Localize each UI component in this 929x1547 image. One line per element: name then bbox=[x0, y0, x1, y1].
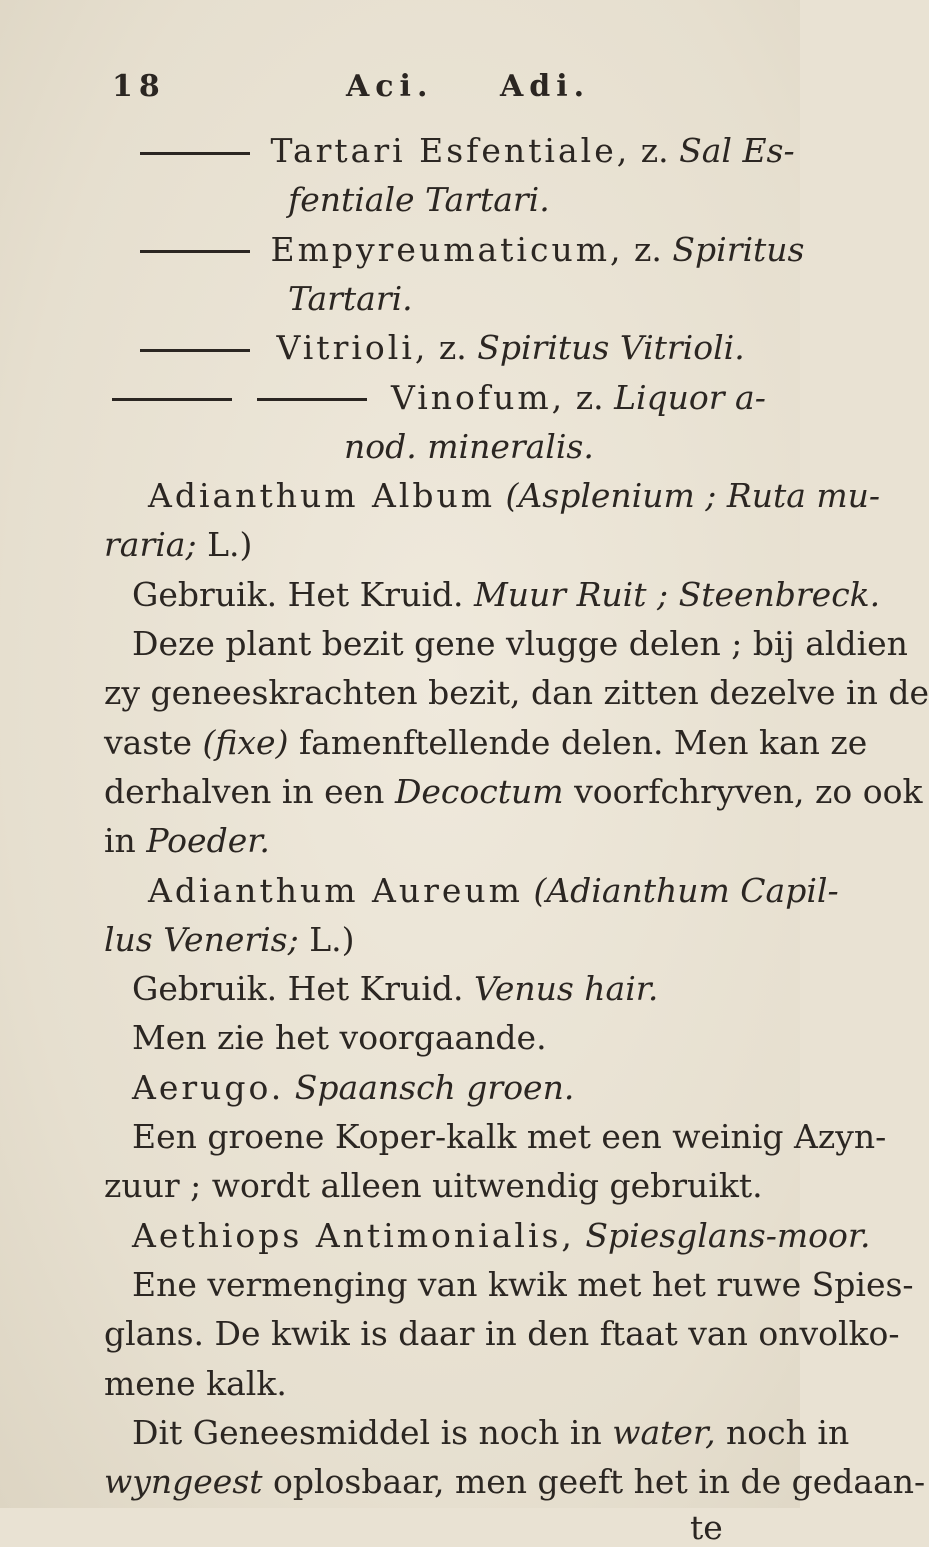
text-line: zy geneeskrachten bezit, dan zitten dezelve in de bbox=[104, 673, 929, 713]
text-line: zuur ; wordt alleen uitwendig gebruikt. bbox=[104, 1166, 763, 1206]
ditto-dash bbox=[112, 398, 232, 401]
entry-empyreumaticum bbox=[140, 229, 805, 269]
entry-text: L.) bbox=[207, 525, 253, 565]
text-italic: (fixe) bbox=[202, 722, 289, 762]
ditto-dash bbox=[140, 152, 250, 155]
entry-adianthum-aureum bbox=[148, 870, 839, 910]
entry-aethiops bbox=[132, 1215, 871, 1255]
entry-italic: lus Veneris; bbox=[104, 919, 299, 959]
gebruik-line bbox=[132, 969, 659, 1009]
text-line bbox=[132, 1412, 850, 1452]
entry-head: Aerugo. bbox=[132, 1067, 285, 1107]
entry-italic: Spaansch groen. bbox=[294, 1067, 575, 1107]
entry-italic: Liquor a- bbox=[614, 377, 766, 417]
entry-italic: Sal Es- bbox=[679, 131, 795, 170]
entry-line2 bbox=[104, 919, 355, 959]
entry-vinofum bbox=[112, 377, 766, 417]
ditto-dash bbox=[257, 398, 367, 401]
text-span: in bbox=[104, 821, 136, 861]
gebruik-italic: Muur Ruit ; Steenbreck. bbox=[474, 574, 881, 614]
entry-vitrioli bbox=[140, 328, 745, 368]
catchword bbox=[690, 1508, 723, 1547]
entry-line2 bbox=[104, 525, 253, 565]
entry-italic: raria; bbox=[104, 525, 197, 565]
ditto-dash bbox=[140, 250, 250, 253]
text-span: derhalven in een bbox=[104, 771, 385, 811]
text-italic: water, bbox=[612, 1412, 727, 1452]
text-italic: wyngeest bbox=[104, 1462, 274, 1502]
entry-head: Adianthum Album bbox=[148, 476, 496, 516]
ditto-dash bbox=[140, 349, 250, 352]
text-span: voorfchryven, zo ook bbox=[574, 771, 923, 811]
entry-head: Tartari Esfentiale, bbox=[270, 131, 631, 170]
text-line: Men zie het voorgaande. bbox=[132, 1018, 547, 1058]
entry-line2: Tartari. bbox=[288, 278, 413, 318]
text-line bbox=[104, 722, 868, 762]
text-line bbox=[104, 771, 923, 811]
entry-head: Vinofum, bbox=[391, 377, 566, 417]
text-span: noch in bbox=[726, 1412, 850, 1452]
text-span: vaste bbox=[104, 722, 193, 762]
entry-text: L.) bbox=[309, 919, 355, 959]
gebruik-label: Gebruik. bbox=[132, 574, 278, 614]
gebruik-text: Het Kruid. bbox=[287, 969, 464, 1009]
entry-head: Aethiops Antimonialis, bbox=[132, 1215, 575, 1255]
entry-head: Adianthum Aureum bbox=[148, 870, 523, 910]
text-line: mene kalk. bbox=[104, 1363, 287, 1403]
entry-head: Vitrioli, bbox=[276, 328, 429, 368]
gebruik-text: Het Kruid. bbox=[287, 574, 464, 614]
entry-italic: (Adianthum Capil- bbox=[533, 870, 839, 910]
text-line: Deze plant bezit gene vlugge delen ; bij aldien bbox=[132, 624, 908, 663]
entry-italic: Spiritus bbox=[672, 229, 805, 269]
gebruik-label: Gebruik. bbox=[132, 969, 278, 1009]
running-head-left: Aci. bbox=[346, 69, 434, 104]
text-span: Dit Geneesmiddel is noch in bbox=[132, 1412, 613, 1452]
entry-head: Empyreumaticum, bbox=[270, 229, 624, 269]
text-span: famenftellende delen. Men kan ze bbox=[298, 722, 868, 762]
entry-ref: z. bbox=[640, 131, 669, 170]
entry-tartari-esfentiale bbox=[140, 131, 795, 170]
text-line bbox=[104, 821, 270, 861]
entry-italic: (Asplenium ; Ruta mu- bbox=[505, 476, 881, 516]
entry-italic: Spiesglans-moor. bbox=[585, 1215, 871, 1255]
text-line: Een groene Koper-kalk met een weinig Azyn- bbox=[132, 1117, 887, 1156]
entry-italic: Spiritus Vitrioli. bbox=[477, 328, 745, 368]
gebruik-italic: Venus hair. bbox=[474, 969, 659, 1009]
text-line: glans. De kwik is daar in den ftaat van onvolko- bbox=[104, 1314, 900, 1354]
text-italic: Poeder. bbox=[146, 821, 270, 861]
entry-line2: fentiale Tartari. bbox=[288, 180, 550, 220]
text-span: oplosbaar, men geeft het in de gedaan- bbox=[273, 1462, 926, 1502]
text-span: te bbox=[690, 1508, 723, 1547]
gebruik-line bbox=[132, 574, 881, 614]
text-line: Ene vermenging van kwik met het ruwe Spies- bbox=[132, 1264, 914, 1304]
entry-ref: z. bbox=[575, 377, 604, 417]
entry-adianthum-album bbox=[148, 476, 881, 516]
entry-line2: nod. mineralis. bbox=[344, 426, 594, 466]
text-line bbox=[104, 1462, 926, 1502]
entry-ref: z. bbox=[438, 328, 467, 368]
entry-aerugo bbox=[132, 1067, 575, 1107]
text-italic: Decoctum bbox=[394, 771, 564, 811]
running-head-right: Adi. bbox=[500, 69, 591, 104]
entry-ref: z. bbox=[634, 229, 662, 269]
page-number: 18 bbox=[112, 69, 166, 104]
